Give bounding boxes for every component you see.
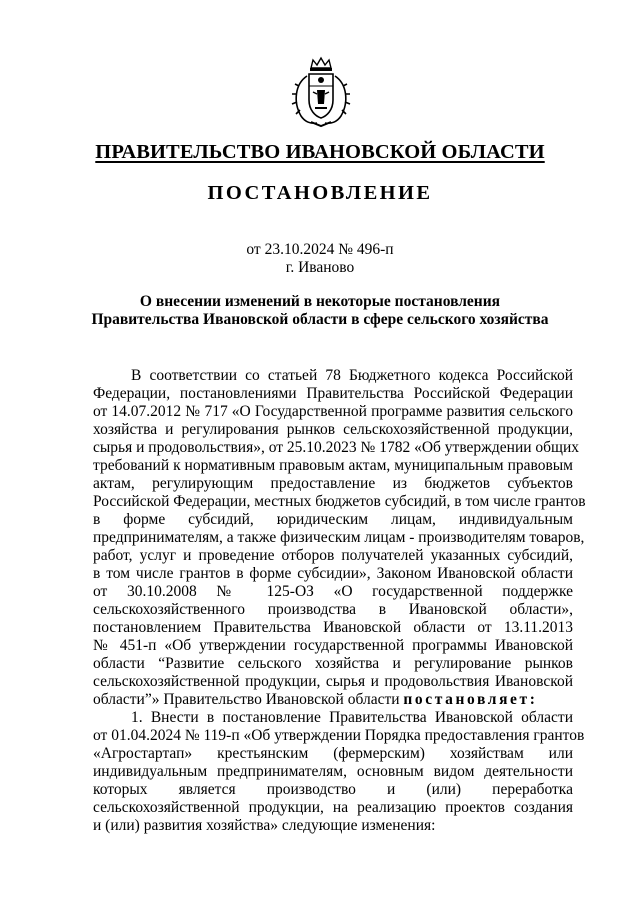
- date-number: от 23.10.2024 № 496-п: [246, 241, 394, 258]
- body-line: постановлением Правительства Ивановской области от 13.11.2013: [93, 619, 573, 636]
- body-line: которых является производство и (или) переработка: [93, 781, 573, 798]
- body-line-resolve: [93, 690, 573, 709]
- body-line: 1. Внести в постановление Правительства Ивановской области: [131, 709, 573, 726]
- body-line: Российской Федерации, местных бюджетов субсидий, в том числе грантов: [93, 493, 586, 510]
- body-line: № 451-п «Об утверждении государственной программы Ивановской: [93, 637, 573, 654]
- coat-of-arms-icon: [291, 56, 351, 128]
- body-line: сельскохозяйственного производства в Ивановской области»,: [93, 601, 573, 618]
- government-title: ПРАВИТЕЛЬСТВО ИВАНОВСКОЙ ОБЛАСТИ: [95, 141, 545, 163]
- subject-line-1: О внесении изменений в некоторые постановления: [139, 293, 501, 310]
- body-line: Федерации, постановлениями Правительства Российской Федерации: [93, 385, 573, 402]
- body-line: актам, регулирующим предоставление из бюджетов субъектов: [93, 475, 573, 492]
- city: г. Иваново: [285, 259, 355, 276]
- body-line: и (или) развития хозяйства» следующие изменения:: [93, 817, 436, 834]
- body-line: от 30.10.2008 № 125-ОЗ «О государственной поддержке: [93, 583, 573, 600]
- body-line: предпринимателям, а также физическим лицам - производителям товаров,: [93, 529, 585, 546]
- document-type: ПОСТАНОВЛЕНИЕ: [207, 182, 433, 204]
- body-line-text: области”» Правительство Ивановской области: [93, 691, 400, 708]
- body-line: «Агростартап» крестьянским (фермерским) хозяйствам или: [93, 745, 573, 762]
- body-line: требований к нормативным правовым актам, муниципальным правовым: [93, 457, 573, 474]
- body-line: от 01.04.2024 № 119-п «Об утверждении Порядка предоставления грантов: [93, 727, 585, 744]
- body-line: сельскохозяйственной продукции, на реализацию проектов создания: [93, 799, 573, 816]
- body-line: индивидуальным предпринимателям, основным видом деятельности: [93, 763, 573, 780]
- body-line: В соответствии со статьей 78 Бюджетного кодекса Российской: [131, 367, 573, 384]
- body-line: от 14.07.2012 № 717 «О Государственной программе развития сельского: [93, 403, 573, 420]
- subject-line-2: Правительства Ивановской области в сфере сельского хозяйства: [91, 311, 549, 328]
- body-line: сельскохозяйственной продукции, сырья и продовольствия Ивановской: [93, 673, 573, 690]
- body-line: хозяйства и регулирования рынков сельскохозяйственной продукции,: [93, 421, 573, 438]
- body-line: работ, услуг и проведение отборов получателей указанных субсидий,: [93, 547, 573, 564]
- resolve-word: постановляет: [403, 691, 530, 708]
- resolve-colon: :: [529, 691, 535, 708]
- body-line: сырья и продовольствия», от 25.10.2023 № 1782 «Об утверждении общих: [93, 439, 580, 456]
- body-line: в том числе грантов в форме субсидии», Законом Ивановской области: [93, 565, 573, 582]
- body-line: области “Развитие сельского хозяйства и регулирование рынков: [93, 655, 573, 672]
- body-line: в форме субсидий, юридическим лицам, индивидуальным: [93, 511, 573, 528]
